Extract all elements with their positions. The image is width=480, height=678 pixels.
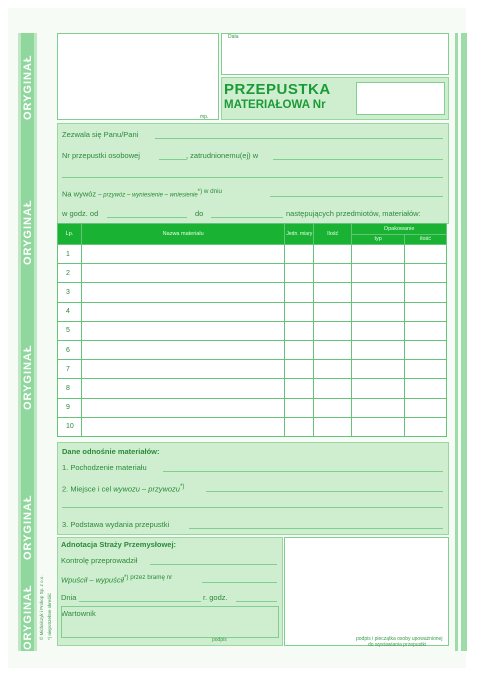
hours-to-label: do [195, 209, 204, 218]
authorized-signature-label-2: do wystawiania przepustki [368, 642, 427, 648]
pack-type-cell[interactable] [352, 283, 405, 302]
gate-note: *) przez bramę nr [123, 574, 173, 581]
unit-cell[interactable] [285, 340, 314, 359]
pack-type-cell[interactable] [352, 398, 405, 417]
items-table-body [58, 245, 447, 437]
pack-qty-cell[interactable] [405, 417, 447, 436]
side-label-original-2: ORYGINAŁ [22, 199, 34, 265]
guard-gate-field[interactable] [202, 582, 277, 583]
stamp-label: mp. [200, 114, 209, 120]
name-cell[interactable] [81, 417, 284, 436]
authorized-signature-label: podpis i pieczątka osoby upoważnionej [356, 636, 443, 642]
unit-cell[interactable] [285, 398, 314, 417]
guard-heading: Adnotacja Straży Przemysłowej: [61, 540, 177, 549]
guard-hour-field[interactable] [236, 601, 277, 602]
guard-watchman-label: Wartownik [61, 609, 96, 618]
unit-cell[interactable] [285, 360, 314, 379]
qty-cell[interactable] [314, 283, 352, 302]
table-row [58, 245, 447, 264]
pack-qty-cell[interactable] [405, 398, 447, 417]
row-number: 2 [58, 264, 82, 283]
unit-cell[interactable] [285, 283, 314, 302]
pack-qty-cell[interactable] [405, 264, 447, 283]
qty-cell[interactable] [314, 321, 352, 340]
pack-qty-cell[interactable] [405, 360, 447, 379]
destination-label-a: 2. Miejsce i cel [62, 484, 112, 494]
qty-cell[interactable] [314, 417, 352, 436]
consent-transport-label [62, 188, 222, 199]
materials-basis-field[interactable] [189, 528, 443, 529]
consent-employed-label: , zatrudnionemu(ej) w [186, 151, 259, 160]
hours-to-field[interactable] [211, 217, 283, 218]
unit-cell[interactable] [285, 264, 314, 283]
qty-cell[interactable] [314, 264, 352, 283]
name-cell[interactable] [81, 360, 284, 379]
row-number: 6 [58, 340, 82, 359]
pack-type-cell[interactable] [352, 379, 405, 398]
table-row [58, 398, 447, 417]
col-unit-header: Jedn. miary [285, 224, 314, 245]
pack-type-cell[interactable] [352, 340, 405, 359]
form-subtitle: MATERIAŁOWA Nr [224, 99, 326, 111]
name-cell[interactable] [81, 283, 284, 302]
stamp-box[interactable] [57, 33, 219, 120]
col-name-header: Nazwa materiału [81, 224, 284, 245]
materials-origin-label: 1. Pochodzenie materiału [62, 463, 147, 472]
transport-date-field[interactable] [270, 196, 443, 197]
materials-basis-label: 3. Podstawa wydania przepustki [62, 520, 170, 529]
pack-qty-cell[interactable] [405, 321, 447, 340]
name-cell[interactable] [81, 302, 284, 321]
items-intro-label: następujących przedmiotów, materiałów: [286, 209, 421, 218]
col-pack-qty-header: ilość [405, 234, 447, 245]
pack-qty-cell[interactable] [405, 245, 447, 264]
row-number: 3 [58, 283, 82, 302]
name-cell[interactable] [81, 321, 284, 340]
pack-type-cell[interactable] [352, 264, 405, 283]
side-label-original-4: ORYGINAŁ [22, 494, 34, 560]
guard-controlled-field[interactable] [150, 564, 277, 565]
guard-signature-box[interactable] [61, 606, 279, 638]
guard-date-field[interactable] [79, 601, 201, 602]
materials-destination-field-2[interactable] [62, 507, 443, 508]
form-number-field[interactable] [356, 82, 445, 115]
unit-cell[interactable] [285, 321, 314, 340]
transport-note: *) w dniu [197, 188, 222, 195]
guard-hour-label: r. godz. [203, 593, 228, 602]
table-row [58, 283, 447, 302]
pack-qty-cell[interactable] [405, 340, 447, 359]
qty-cell[interactable] [314, 398, 352, 417]
date-label: Data [228, 34, 239, 40]
pack-type-cell[interactable] [352, 302, 405, 321]
table-row [58, 302, 447, 321]
table-row [58, 340, 447, 359]
col-qty-header: Ilość [314, 224, 352, 245]
side-publisher: © Michalczyk i Prokop Sp. z o.o. [39, 575, 44, 640]
authorized-signature-box[interactable] [284, 537, 449, 646]
guard-date-label: Dnia [61, 593, 77, 602]
row-number: 1 [58, 245, 82, 264]
table-row [58, 321, 447, 340]
gate-options: Wpuścił – wypuścił [61, 575, 124, 585]
date-box[interactable] [221, 33, 449, 75]
hours-from-label: w godz. od [62, 209, 99, 218]
qty-cell[interactable] [314, 340, 352, 359]
side-label-original-5: ORYGINAŁ [22, 584, 34, 650]
pack-type-cell[interactable] [352, 245, 405, 264]
unit-cell[interactable] [285, 417, 314, 436]
table-row [58, 417, 447, 436]
right-stripe-2 [461, 33, 467, 651]
hours-from-field[interactable] [107, 217, 187, 218]
pack-type-cell[interactable] [352, 321, 405, 340]
unit-cell[interactable] [285, 379, 314, 398]
consent-line1-label: Zezwala się Panu/Pani [62, 130, 139, 139]
pack-qty-cell[interactable] [405, 283, 447, 302]
qty-cell[interactable] [314, 302, 352, 321]
col-pack-header: Opakowanie [352, 224, 447, 235]
table-row [58, 264, 447, 283]
pack-qty-cell[interactable] [405, 379, 447, 398]
row-number: 4 [58, 302, 82, 321]
destination-note: *) [179, 483, 185, 490]
row-number: 8 [58, 379, 82, 398]
row-number: 10 [58, 417, 82, 436]
pass-number-field[interactable] [159, 159, 187, 160]
pack-type-cell[interactable] [352, 417, 405, 436]
side-label-original-3: ORYGINAŁ [22, 344, 34, 410]
side-footnote: *) niepotrzebne skreślić [47, 593, 52, 640]
row-number: 5 [58, 321, 82, 340]
qty-cell[interactable] [314, 245, 352, 264]
name-cell[interactable] [81, 398, 284, 417]
pack-qty-cell[interactable] [405, 302, 447, 321]
materials-heading: Dane odnośnie materiałów: [62, 447, 160, 456]
guard-gate-label [61, 574, 172, 585]
items-table [57, 223, 447, 437]
unit-cell[interactable] [285, 245, 314, 264]
qty-cell[interactable] [314, 360, 352, 379]
side-label-original-1: ORYGINAŁ [22, 54, 34, 120]
consent-line1-field[interactable] [155, 138, 443, 139]
unit-cell[interactable] [285, 302, 314, 321]
transport-options: – przywóz – wyniesienie – wniesienie [98, 192, 198, 199]
table-row [58, 379, 447, 398]
consent-pass-number-label: Nr przepustki osobowej [62, 151, 140, 160]
row-number: 7 [58, 360, 82, 379]
name-cell[interactable] [81, 245, 284, 264]
col-lp-header: Lp. [58, 224, 82, 245]
destination-options: wywozu – przywozu [113, 484, 180, 494]
row-number: 9 [58, 398, 82, 417]
materials-origin-field[interactable] [163, 471, 443, 472]
guard-signature-label: podpis [212, 637, 227, 643]
pack-type-cell[interactable] [352, 360, 405, 379]
col-pack-type-header: typ [352, 234, 405, 245]
name-cell[interactable] [81, 379, 284, 398]
name-cell[interactable] [81, 264, 284, 283]
qty-cell[interactable] [314, 379, 352, 398]
transport-label-a: Na wywóz [62, 189, 97, 199]
table-row [58, 360, 447, 379]
name-cell[interactable] [81, 340, 284, 359]
guard-controlled-label: Kontrolę przeprowadził [61, 556, 138, 565]
right-stripe-1 [455, 33, 458, 651]
form-title: PRZEPUSTKA [224, 81, 331, 98]
materials-destination-field[interactable] [206, 491, 443, 492]
employer-field[interactable] [273, 159, 443, 160]
materials-destination-label [62, 483, 185, 494]
employer-field-2[interactable] [62, 177, 443, 178]
